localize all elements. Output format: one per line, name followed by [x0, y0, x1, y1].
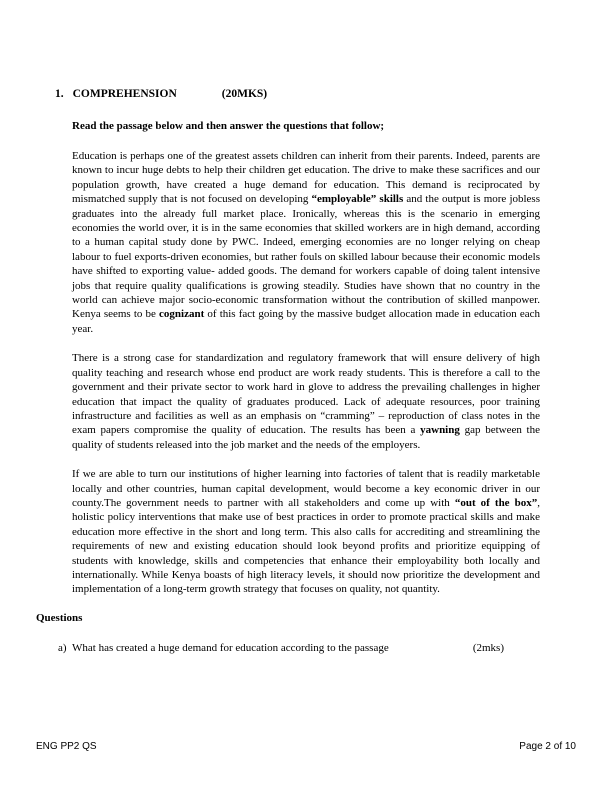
passage-paragraph: Education is perhaps one of the greatest assets children can inherit from their parents. Indeed, parents are known to incur huge debts to help their children get education. The drive to make these sacrifices and our population growth, have created a huge demand for education. This demand is reciprocated by mismatched supply that is not focused on developing “employable” skills and the output is more jobless graduates into the already full market place. Ironically, whereas this is the scenario in emerging economies the world over, it is in the same economies that skilled workers are in high demand, according to a human capital study done by PWC. Indeed, emerging economies are no longer relying on cheap labour to fuel exports-driven economies, but rather fouls on skilled labour because their economic models have shifted to exporting value- added goods. The demand for workers capable of doing talent intensive jobs that require quality qualifications is growing steadily. Studies have shown that no country in the world can achieve major socio-economic transformation without the contribution of skilled manpower. Kenya seems to be cognizant of this fact going by the massive budget allocation made in education each year.: [72, 150, 540, 335]
section-number: 1.: [55, 88, 64, 100]
passage: [36, 149, 576, 597]
question-text: What has created a huge demand for education according to the passage: [72, 641, 389, 654]
page-content: [36, 88, 576, 654]
question-item: [36, 642, 576, 654]
page-footer: [36, 741, 576, 752]
footer-doc-code: ENG PP2 QS: [36, 741, 97, 752]
section-heading: [36, 88, 576, 100]
question-marks: (2mks): [472, 641, 504, 654]
section-marks: (20MKS): [221, 88, 268, 100]
passage-paragraph: There is a strong case for standardization and regulatory framework that will ensure delivery of high quality teaching and research whose end product are work ready students. This is therefore a call to the government and their private sector to work hard in glove to address the prevailing challenges in higher education that impact the quality of graduates produced. Lack of adequate resources, poor training infrastructure and facilities as well as an emphasis on “cramming” – reproduction of class notes in the exam papers compromise the quality of education. The results has been a yawning gap between the quality of students released into the job market and the needs of the employers.: [72, 352, 540, 451]
instruction-text: Read the passage below and then answer the questions that follow;: [72, 120, 385, 132]
section-title: COMPREHENSION: [72, 88, 177, 100]
questions-heading: Questions: [36, 611, 83, 624]
footer-page-number: Page 2 of 10: [519, 741, 576, 752]
question-label: a): [58, 641, 67, 654]
passage-paragraph: If we are able to turn our institutions of higher learning into factories of talent that is readily marketable locally and other countries, human capital development, would become a key economic driver in our county.The government needs to partner with all stakeholders and come up with “out of the box”, holistic policy interventions that make use of best practices in order to promote practical skills and make education more effective in the short and long term. This also calls for accrediting and streamlining the requirements of new and existing education should look beyond profits and prioritize equipping of students with knowledge, skills and competencies that enhance their employability both locally and internationally. While Kenya boasts of high literacy levels, it should now prioritize the development and implementation of a long-term growth strategy that focuses on quality, not quantity.: [72, 468, 540, 596]
